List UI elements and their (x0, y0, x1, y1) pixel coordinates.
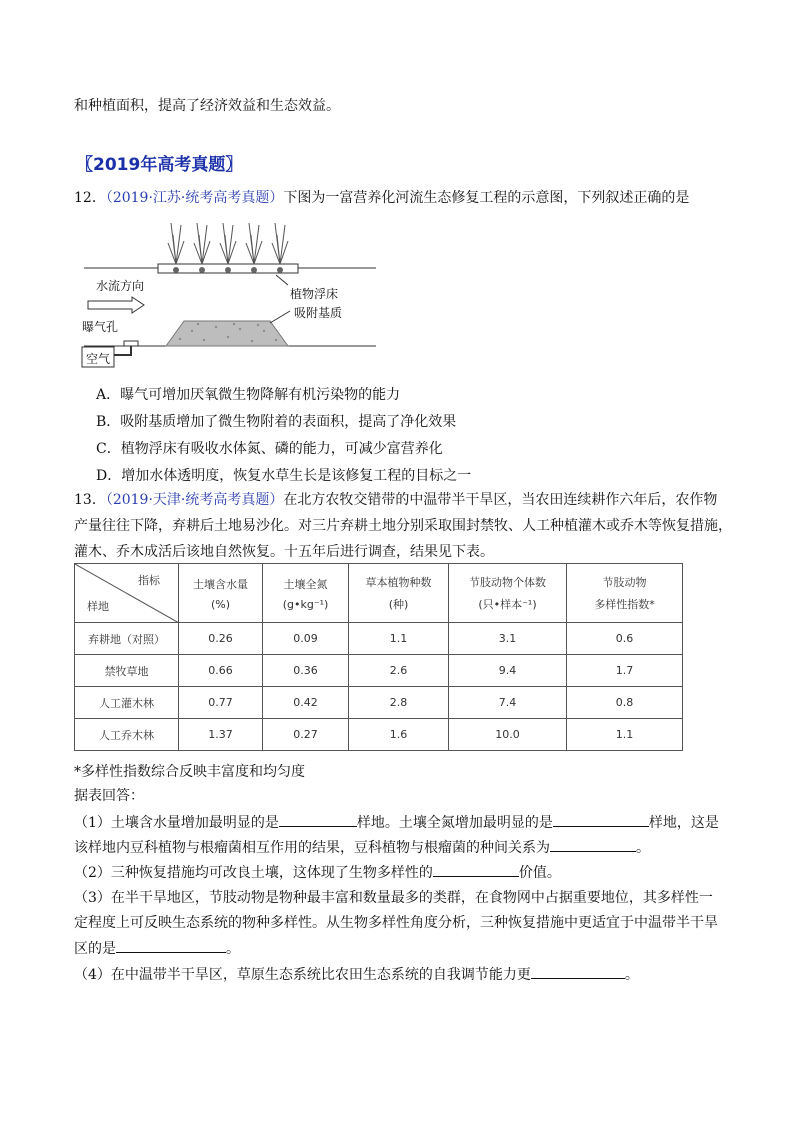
header-unit: (只•样本⁻¹) (478, 598, 537, 611)
question-text: 在北方农牧交错带的中温带半干旱区，当农田连续耕作六年后，农作物 (283, 492, 718, 508)
river-restoration-diagram (80, 215, 380, 375)
answer-blank[interactable] (279, 812, 357, 827)
sub-question-text: 价值。 (518, 865, 561, 881)
table-cell: 0.09 (263, 623, 349, 655)
question-source: （2019·江苏·统考高考真题） (105, 190, 284, 206)
sub-question-3-end (74, 938, 240, 959)
table-row (75, 687, 683, 719)
question-13-stem-line-3: 灌木、乔木成活后该地自然恢复。十五年后进行调查，结果见下表。 (74, 544, 494, 560)
table-cell: 1.7 (567, 655, 683, 687)
table-header-cell (263, 564, 349, 623)
table-header-row (75, 564, 683, 623)
sub-question-4 (74, 964, 639, 985)
header-unit: (种) (388, 598, 409, 611)
table-footnote: *多样性指数综合反映丰富度和均匀度 (74, 764, 305, 780)
air-pipe (114, 346, 131, 355)
table-cell: 10.0 (449, 719, 567, 751)
sub-question-text: 。 (636, 840, 650, 856)
adsorption-substrate (166, 321, 288, 346)
option-a: A．曝气可增加厌氧微生物降解有机污染物的能力 (96, 387, 401, 403)
sub-question-text: 。 (624, 967, 639, 983)
option-c: C．植物浮床有吸收水体氮、磷的能力，可减少富营养化 (96, 441, 443, 457)
corner-top-label: 指标 (138, 574, 160, 587)
sub-question-3: （3）在半干旱地区，节肢动物是物种最丰富和数量最多的类群，在食物网中占据重要地位，其多样性一 (74, 890, 713, 906)
header-title: 节肢动物 (602, 576, 647, 589)
table-row (75, 655, 683, 687)
table-header-cell (179, 564, 263, 623)
sub-question-text: 。 (226, 941, 240, 957)
section-heading: 〖2019年高考真题〗 (76, 155, 243, 175)
answer-prompt: 据表回答： (74, 788, 144, 804)
row-name: 人工灌木林 (75, 687, 179, 719)
answer-blank[interactable] (531, 964, 625, 979)
sub-question-text: （1）土壤含水量增加最明显的是 (74, 815, 279, 831)
question-12-stem (74, 188, 689, 208)
sub-question-text: 样地，这是 (648, 815, 719, 831)
answer-blank[interactable] (116, 938, 226, 953)
float-label: 植物浮床 (290, 287, 339, 301)
question-13-stem-line-2: 产量往往下降，弃耕后土地易沙化。对三片弃耕土地分别采取围封禁牧、人工种植灌木或乔木等恢复措施， (74, 518, 732, 534)
table-cell: 9.4 (449, 655, 567, 687)
table-cell: 0.42 (263, 687, 349, 719)
table-cell: 1.37 (179, 719, 263, 751)
row-name: 人工乔木林 (75, 719, 179, 751)
question-number: 13． (74, 492, 106, 508)
table-header-cell (349, 564, 449, 623)
row-name: 禁牧草地 (75, 655, 179, 687)
corner-diagonal (75, 564, 179, 623)
header-title: 节肢动物个体数 (469, 576, 546, 589)
results-table (74, 563, 683, 751)
sub-question-1 (74, 812, 719, 833)
table-corner-cell (75, 564, 179, 623)
option-b: B．吸附基质增加了微生物附着的表面积，提高了净化效果 (96, 414, 457, 430)
table-cell: 7.4 (449, 687, 567, 719)
sub-question-text: （4）在中温带半干旱区，草原生态系统比农田生态系统的自我调节能力更 (74, 967, 531, 983)
header-unit: (%) (210, 597, 231, 611)
aerator-label: 曝气孔 (82, 320, 119, 334)
option-d: D．增加水体透明度，恢复水草生长是该修复工程的目标之一 (96, 468, 472, 484)
question-13-stem-line-1 (74, 490, 717, 510)
header-title: 土壤全氮 (283, 577, 328, 591)
table-row (75, 719, 683, 751)
sub-question-2 (74, 862, 561, 883)
flow-arrow (88, 297, 144, 313)
table-cell: 1.1 (349, 623, 449, 655)
row-name: 弃耕地（对照） (75, 623, 179, 655)
corner-bottom-label: 样地 (87, 600, 109, 613)
air-label: 空气 (86, 352, 111, 366)
table-cell: 0.6 (567, 623, 683, 655)
flow-label: 水流方向 (96, 279, 145, 293)
floating-plants (168, 223, 288, 264)
sub-question-text: 样地。土壤全氮增加最明显的是 (356, 815, 553, 831)
table-cell: 0.77 (179, 687, 263, 719)
table-cell: 2.8 (349, 687, 449, 719)
header-title: 草本植物种数 (365, 576, 432, 589)
question-text: 下图为一富营养化河流生态修复工程的示意图，下列叙述正确的是 (283, 190, 690, 206)
sub-question-text: 区的是 (74, 941, 116, 957)
question-number: 12． (74, 190, 106, 206)
question-source: （2019·天津·统考高考真题） (105, 492, 284, 508)
sub-question-text: 该样地内豆科植物与根瘤菌相互作用的结果，豆科植物与根瘤菌的种间关系为 (74, 840, 550, 856)
sub-question-3-cont: 定程度上可反映生态系统的物种多样性。从生物多样性角度分析，三种恢复措施中更适宜于中温带半干旱 (74, 915, 718, 931)
table-cell: 0.8 (567, 687, 683, 719)
answer-blank[interactable] (433, 862, 519, 877)
table-row (75, 623, 683, 655)
table-header-cell (567, 564, 683, 623)
table-header-cell (449, 564, 567, 623)
table-cell: 1.1 (567, 719, 683, 751)
intro-line: 和种植面积，提高了经济效益和生态效益。 (74, 98, 340, 114)
aerator-head (124, 341, 138, 346)
header-unit: (g•kg⁻¹) (282, 597, 329, 611)
substrate-leader-line (270, 311, 290, 323)
table-cell: 0.36 (263, 655, 349, 687)
answer-blank[interactable] (553, 812, 649, 827)
header-title: 土壤含水量 (193, 577, 248, 591)
header-unit: 多样性指数* (594, 598, 655, 611)
table-cell: 0.27 (263, 719, 349, 751)
table-cell: 1.6 (349, 719, 449, 751)
sub-question-1-cont (74, 837, 650, 858)
float-leader-line (276, 275, 288, 285)
table-cell: 0.26 (179, 623, 263, 655)
substrate-label: 吸附基质 (294, 306, 343, 320)
answer-blank[interactable] (550, 837, 636, 852)
table-cell: 3.1 (449, 623, 567, 655)
sub-question-text: （2）三种恢复措施均可改良土壤，这体现了生物多样性的 (74, 865, 433, 881)
table-cell: 0.66 (179, 655, 263, 687)
table-cell: 2.6 (349, 655, 449, 687)
